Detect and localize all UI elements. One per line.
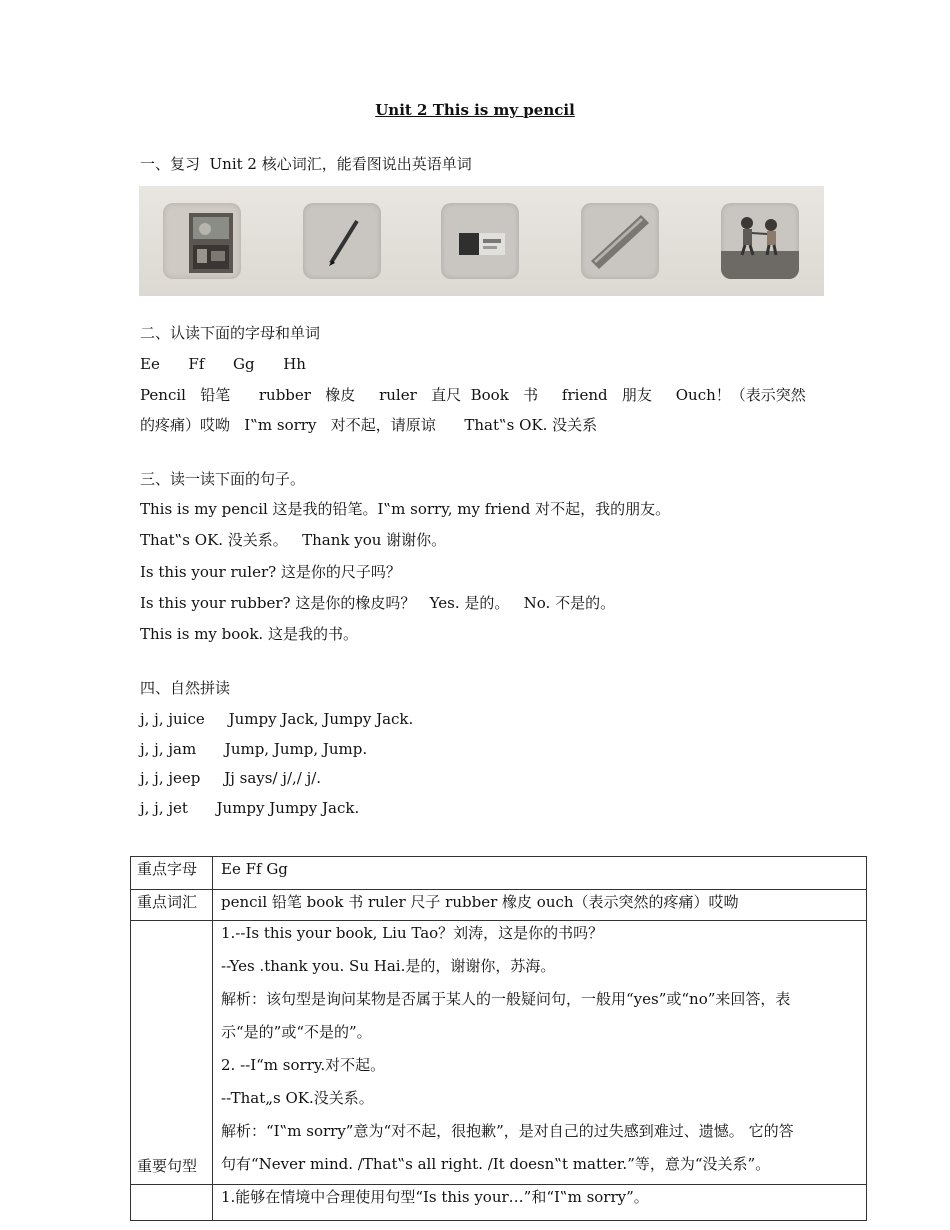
sentence-line: Is this your rubber? 这是你的橡皮吗？ Yes. 是的。 No. 不是的。: [140, 594, 616, 612]
pattern-line: 1.--Is this your book, Liu Tao？刘涛，这是你的书吗？: [221, 924, 604, 942]
pattern-line: --That„s OK.没关系。: [221, 1089, 374, 1107]
phonics-line: j, j, jeep Jj says/ j/,/ j/.: [140, 769, 322, 787]
section-1-heading: 一、复习 Unit 2 核心词汇，能看图说出英语单词: [140, 155, 472, 173]
book-picture: [163, 203, 241, 279]
pattern-line: 2. --I“m sorry.对不起。: [221, 1056, 386, 1074]
summary-table: [130, 856, 867, 1221]
sentence-line: Is this your ruler? 这是你的尺子吗？: [140, 563, 401, 581]
pattern-line: --Yes .thank you. Su Hai.是的，谢谢你，苏海。: [221, 957, 556, 975]
section-2-heading: 二、认读下面的字母和单词: [140, 324, 321, 342]
sentence-line: That‟s OK. 没关系。 Thank you 谢谢你。: [140, 531, 447, 549]
table-cell: [213, 921, 867, 1185]
document-title: Unit 2 This is my pencil: [375, 101, 575, 119]
phonics-line: j, j, jet Jumpy Jumpy Jack.: [140, 799, 360, 817]
table-row-head: 重点词汇: [131, 890, 213, 921]
table-cell: Ee Ff Gg: [213, 857, 867, 890]
letters-line: Ee Ff Gg Hh: [140, 355, 306, 373]
table-row: [131, 890, 867, 921]
phonics-line: j, j, jam Jump, Jump, Jump.: [140, 740, 368, 758]
sentence-line: This is my pencil 这是我的铅笔。I‟m sorry, my friend 对不起，我的朋友。: [140, 500, 671, 518]
table-row-head: 重要句型: [131, 921, 213, 1185]
pattern-line: 句有“Never mind. /That‟s all right. /It doesn‟t matter.”等，意为“没关系”。: [221, 1155, 771, 1173]
vocabulary-picture-strip: [139, 186, 824, 296]
table-row: [131, 921, 867, 1185]
table-row-head: [131, 1185, 213, 1221]
pattern-line: 解析：该句型是询问某物是否属于某人的一般疑问句，一般用“yes”或“no”来回答，表: [221, 990, 791, 1008]
ruler-picture: [581, 203, 659, 279]
phonics-line: j, j, juice Jumpy Jack, Jumpy Jack.: [140, 710, 414, 728]
pencil-picture: [303, 203, 381, 279]
pattern-line: 解析：“I‟m sorry”意为“对不起，很抱歉”，是对自己的过失感到难过、遗憾。 它的答: [221, 1122, 794, 1140]
sentence-line: This is my book. 这是我的书。: [140, 625, 358, 643]
table-row-head: 重点字母: [131, 857, 213, 890]
words-line-2: 的疼痛）哎呦 I‟m sorry 对不起，请原谅 That‟s OK. 没关系: [140, 416, 598, 434]
table-cell: 1.能够在情境中合理使用句型“Is this your…”和“I‟m sorry”。: [213, 1185, 867, 1221]
friends-picture: [721, 203, 799, 279]
table-row: [131, 857, 867, 890]
section-3-heading: 三、读一读下面的句子。: [140, 470, 306, 488]
words-line-1: Pencil 铅笔 rubber 橡皮 ruler 直尺 Book 书 friend 朋友 Ouch！（表示突然: [140, 386, 806, 404]
rubber-picture: [441, 203, 519, 279]
table-row: [131, 1185, 867, 1221]
section-4-heading: 四、自然拼读: [140, 679, 231, 697]
pattern-line: 示“是的”或“不是的”。: [221, 1023, 372, 1041]
table-cell: pencil 铅笔 book 书 ruler 尺子 rubber 橡皮 ouch（表示突然的疼痛）哎呦: [213, 890, 867, 921]
